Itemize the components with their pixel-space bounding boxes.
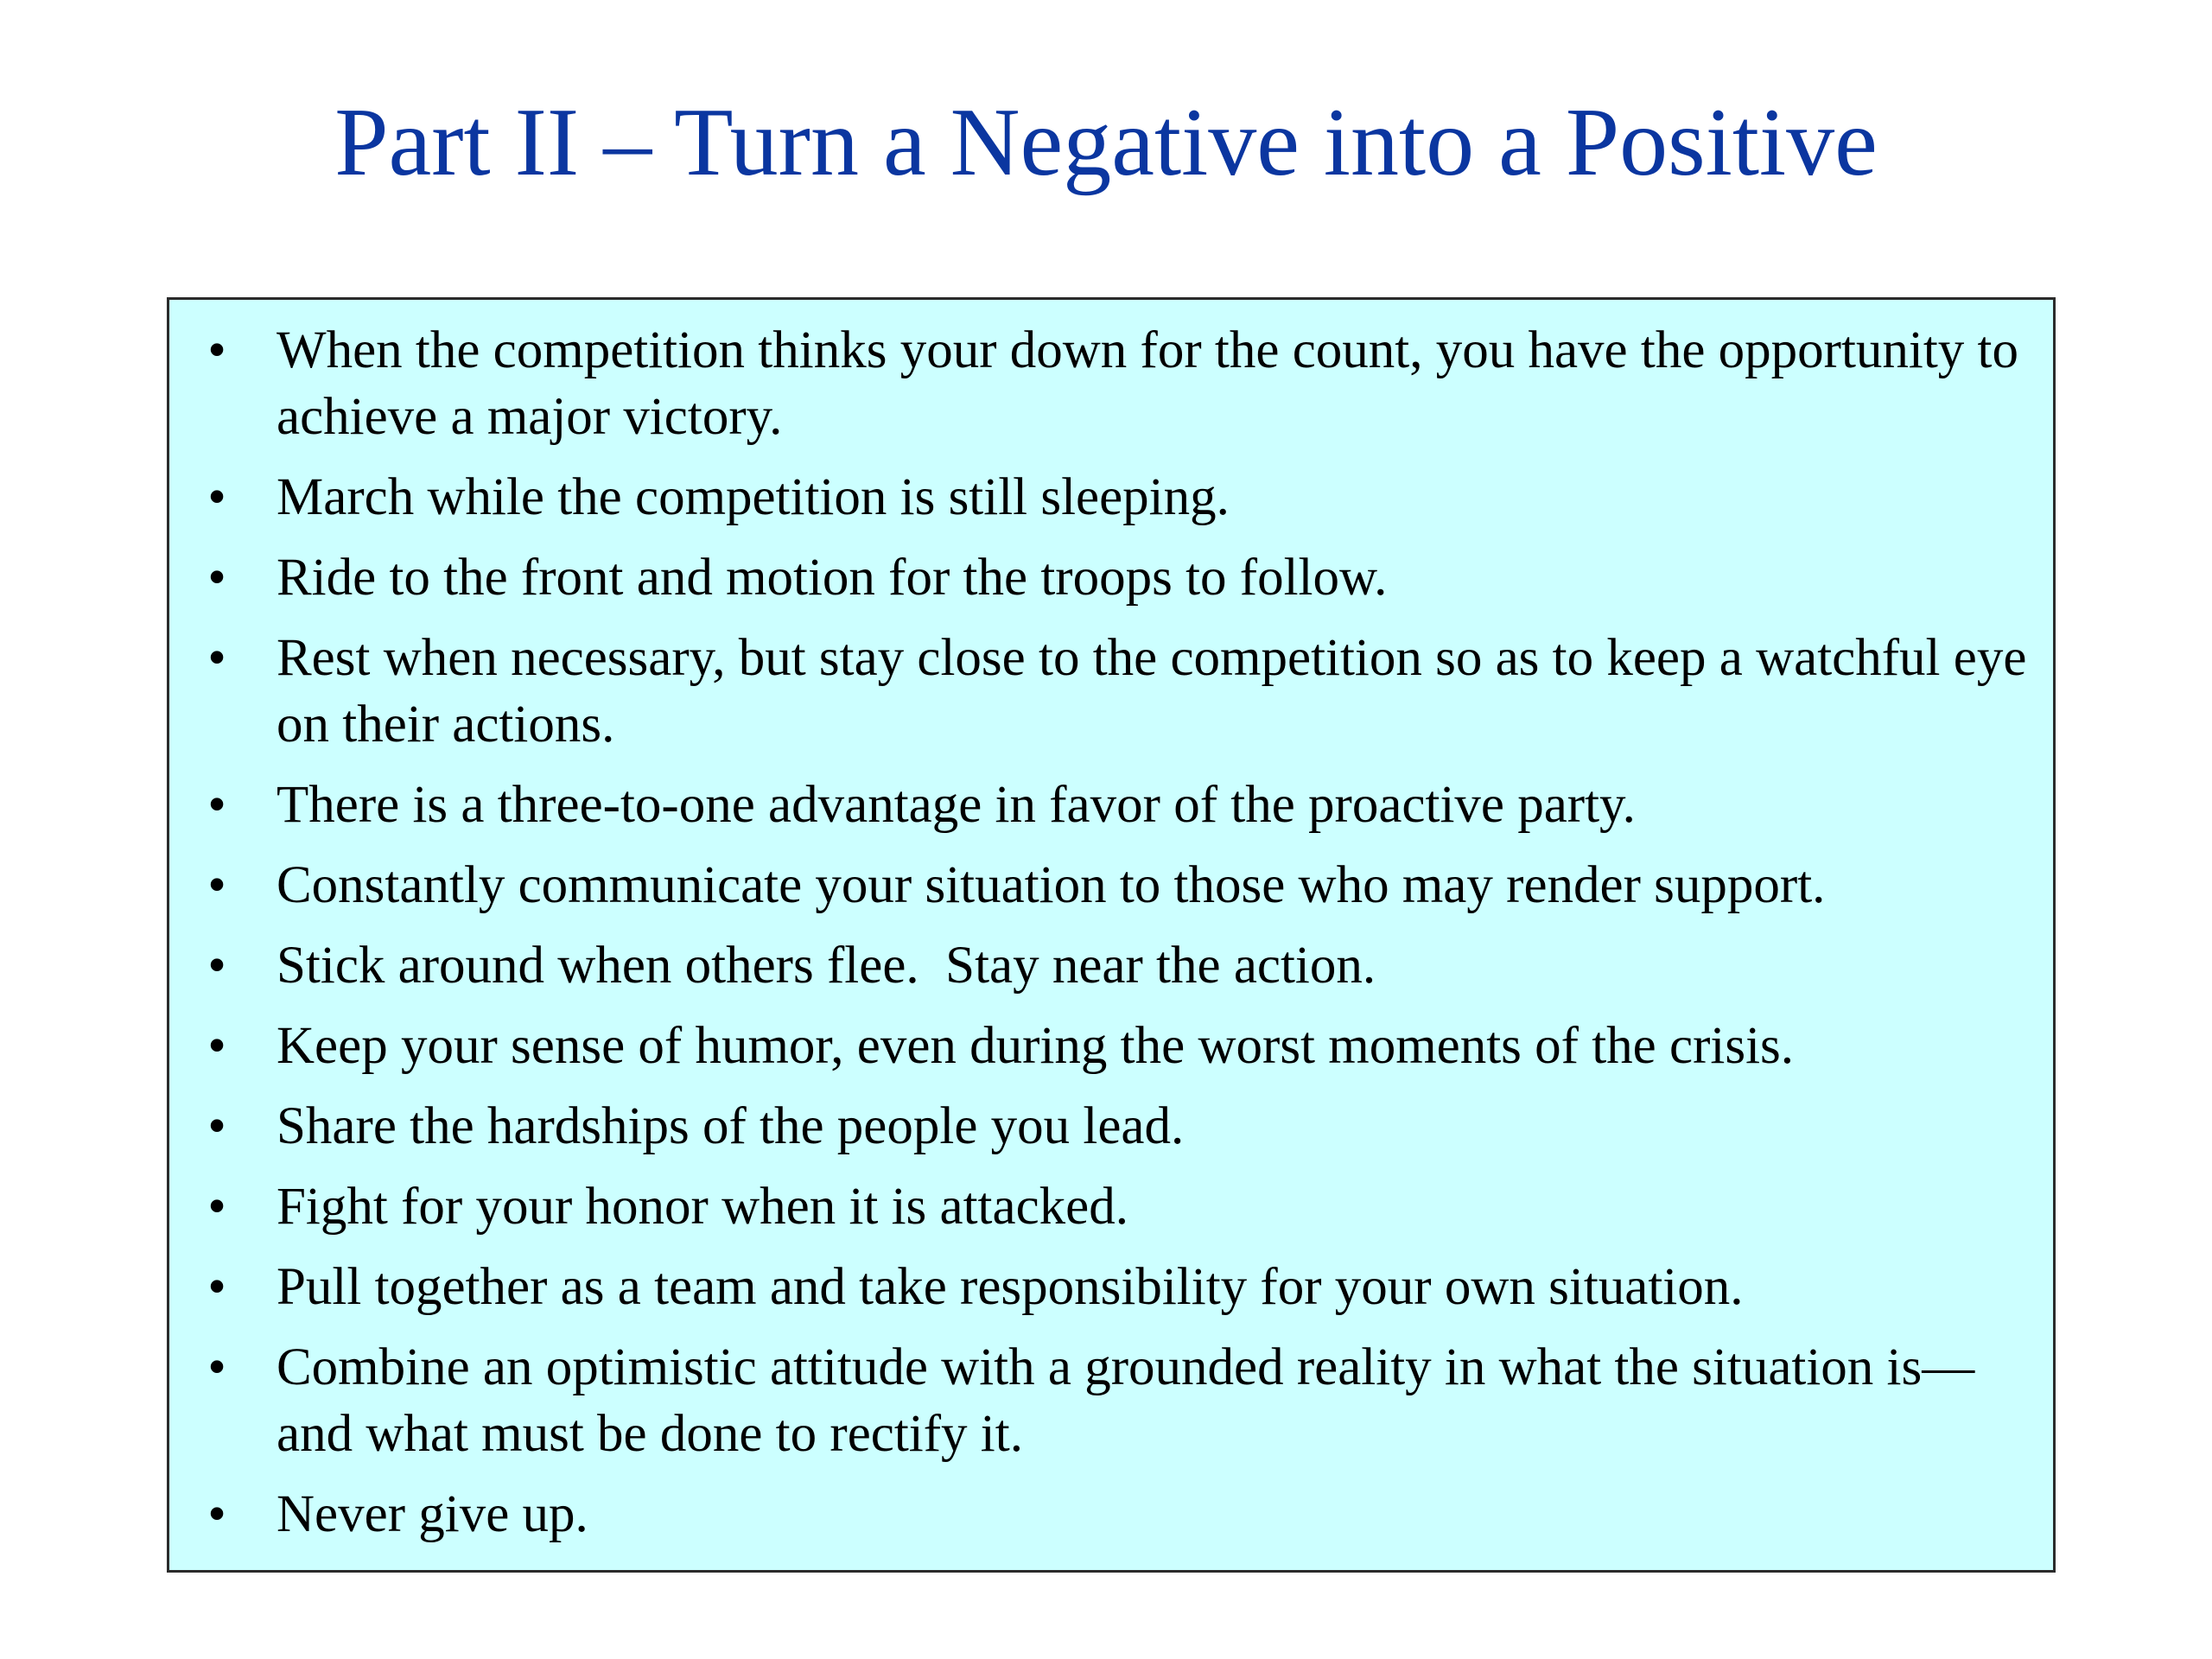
bullet-item-5 xyxy=(169,772,2053,838)
bullet-text: There is a three-to-one advantage in favor of the proactive party. xyxy=(276,776,1636,834)
bullet-icon: • xyxy=(207,1017,226,1075)
bullet-icon: • xyxy=(207,629,226,687)
bullet-icon: • xyxy=(207,321,226,379)
bullet-item-7 xyxy=(169,932,2053,999)
content-box xyxy=(167,297,2056,1573)
bullet-icon: • xyxy=(207,468,226,526)
bullet-text: March while the competition is still sleeping. xyxy=(276,468,1230,526)
bullet-text: Fight for your honor when it is attacked. xyxy=(276,1178,1128,1236)
bullet-text: Rest when necessary, but stay close to the competition so as to keep a watchful eye on their actions. xyxy=(276,629,2027,753)
bullet-item-11 xyxy=(169,1254,2053,1320)
bullet-text: Share the hardships of the people you lead. xyxy=(276,1097,1185,1155)
bullet-text: Constantly communicate your situation to those who may render support. xyxy=(276,856,1826,914)
bullet-text: Pull together as a team and take responsibility for your own situation. xyxy=(276,1258,1744,1316)
bullet-item-6 xyxy=(169,852,2053,918)
slide-title: Part II – Turn a Negative into a Positive xyxy=(334,89,1878,196)
bullet-icon: • xyxy=(207,1097,226,1155)
bullet-icon: • xyxy=(207,1485,226,1543)
bullet-item-13 xyxy=(169,1481,2053,1548)
bullet-item-9 xyxy=(169,1093,2053,1160)
bullet-item-3 xyxy=(169,544,2053,611)
bullet-icon: • xyxy=(207,937,226,995)
bullet-list xyxy=(169,317,2053,1561)
bullet-icon: • xyxy=(207,856,226,914)
bullet-item-4 xyxy=(169,625,2053,758)
bullet-item-2 xyxy=(169,464,2053,531)
bullet-text: Combine an optimistic attitude with a grounded reality in what the situation is—and what must be done to rectify it. xyxy=(276,1338,1975,1463)
bullet-icon: • xyxy=(207,1338,226,1396)
bullet-text: Keep your sense of humor, even during the worst moments of the crisis. xyxy=(276,1017,1795,1075)
bullet-text: Never give up. xyxy=(276,1485,588,1543)
bullet-item-10 xyxy=(169,1173,2053,1240)
bullet-text: When the competition thinks your down for the count, you have the opportunity to achieve a major victory. xyxy=(276,321,2019,446)
bullet-icon: • xyxy=(207,776,226,834)
bullet-item-12 xyxy=(169,1334,2053,1467)
bullet-icon: • xyxy=(207,1178,226,1236)
bullet-icon: • xyxy=(207,549,226,607)
bullet-icon: • xyxy=(207,1258,226,1316)
bullet-text: Ride to the front and motion for the troops to follow. xyxy=(276,549,1388,607)
bullet-item-8 xyxy=(169,1013,2053,1079)
bullet-item-1 xyxy=(169,317,2053,450)
bullet-text: Stick around when others flee. Stay near the action. xyxy=(276,937,1376,995)
